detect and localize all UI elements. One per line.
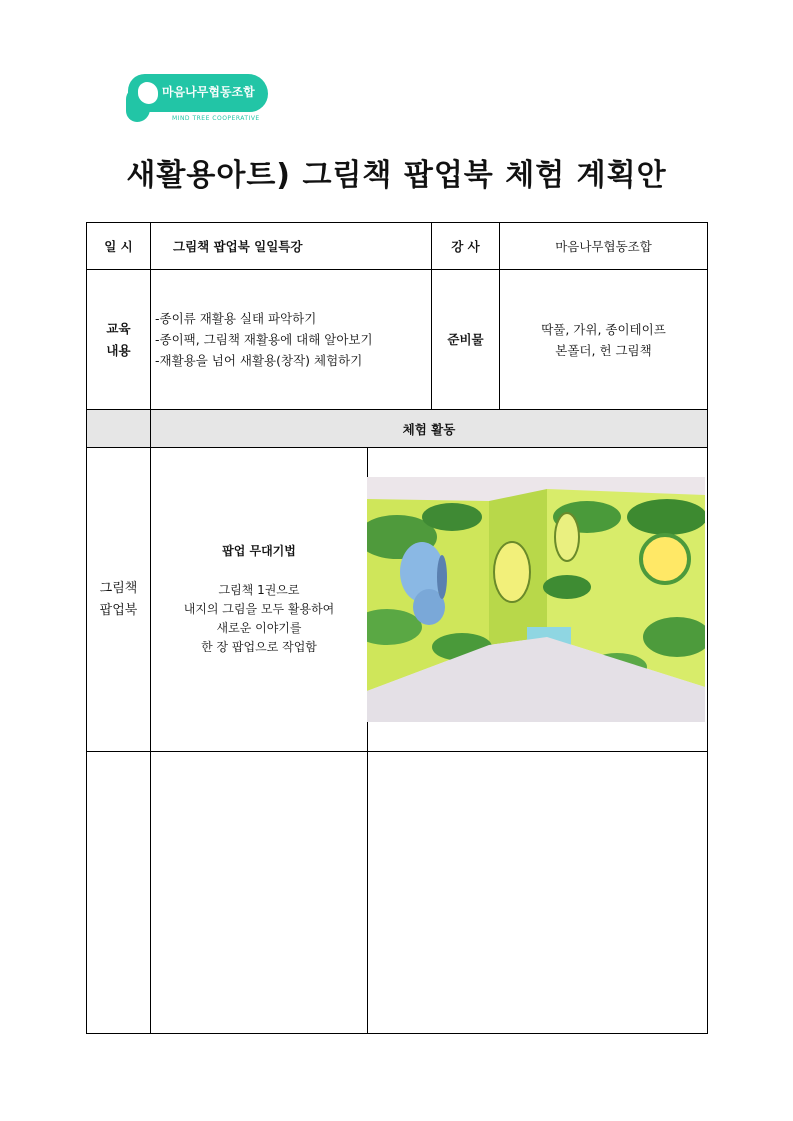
photo-cell [368,448,708,752]
logo-name: 마음나무협동조합 [162,85,255,99]
activity-header: 체험 활동 [151,410,708,448]
row-label: 그림책 팝업북 [87,448,151,752]
empty-cell [368,752,708,1034]
table-row [87,752,708,1034]
technique-title: 팝업 무대기법 [222,544,296,558]
logo-subtitle: MIND TREE COOPERATIVE [172,115,260,122]
supplies-line: 본폴더, 헌 그림책 [555,342,652,358]
date-label: 일 시 [87,223,151,270]
content-label: 교육 내용 [87,270,151,410]
supplies-label: 준비물 [432,270,500,410]
technique-line: 그림책 1권으로 [218,583,300,597]
list-item: -종이팩, 그림책 재활용에 대해 알아보기 [155,332,373,347]
date-value: 그림책 팝업북 일일특강 [151,223,432,270]
list-item: -종이류 재활용 실태 파악하기 [155,311,317,326]
plan-table [86,222,708,1034]
empty-cell [87,752,151,1034]
content-list [151,270,432,410]
page-title: 새활용아트) 그림책 팝업북 체험 계획안 [126,158,667,193]
list-item: -재활용을 넘어 새활용(창작) 체험하기 [155,353,363,368]
technique-description [151,448,368,752]
popup-book-photo [367,477,705,722]
technique-line: 새로운 이야기를 [216,621,302,635]
cooperative-logo [122,70,272,128]
table-row [87,270,708,410]
table-row [87,223,708,270]
supplies-value [500,270,708,410]
logo-face-icon [138,82,158,104]
table-row [87,448,708,752]
empty-cell [87,410,151,448]
table-row [87,410,708,448]
instructor-label: 강 사 [432,223,500,270]
technique-line: 한 장 팝업으로 작업함 [201,640,317,654]
empty-cell [151,752,368,1034]
technique-line: 내지의 그림을 모두 활용하여 [183,602,335,616]
supplies-line: 딱풀, 가위, 종이테이프 [541,321,666,337]
instructor-value: 마음나무협동조합 [500,223,708,270]
